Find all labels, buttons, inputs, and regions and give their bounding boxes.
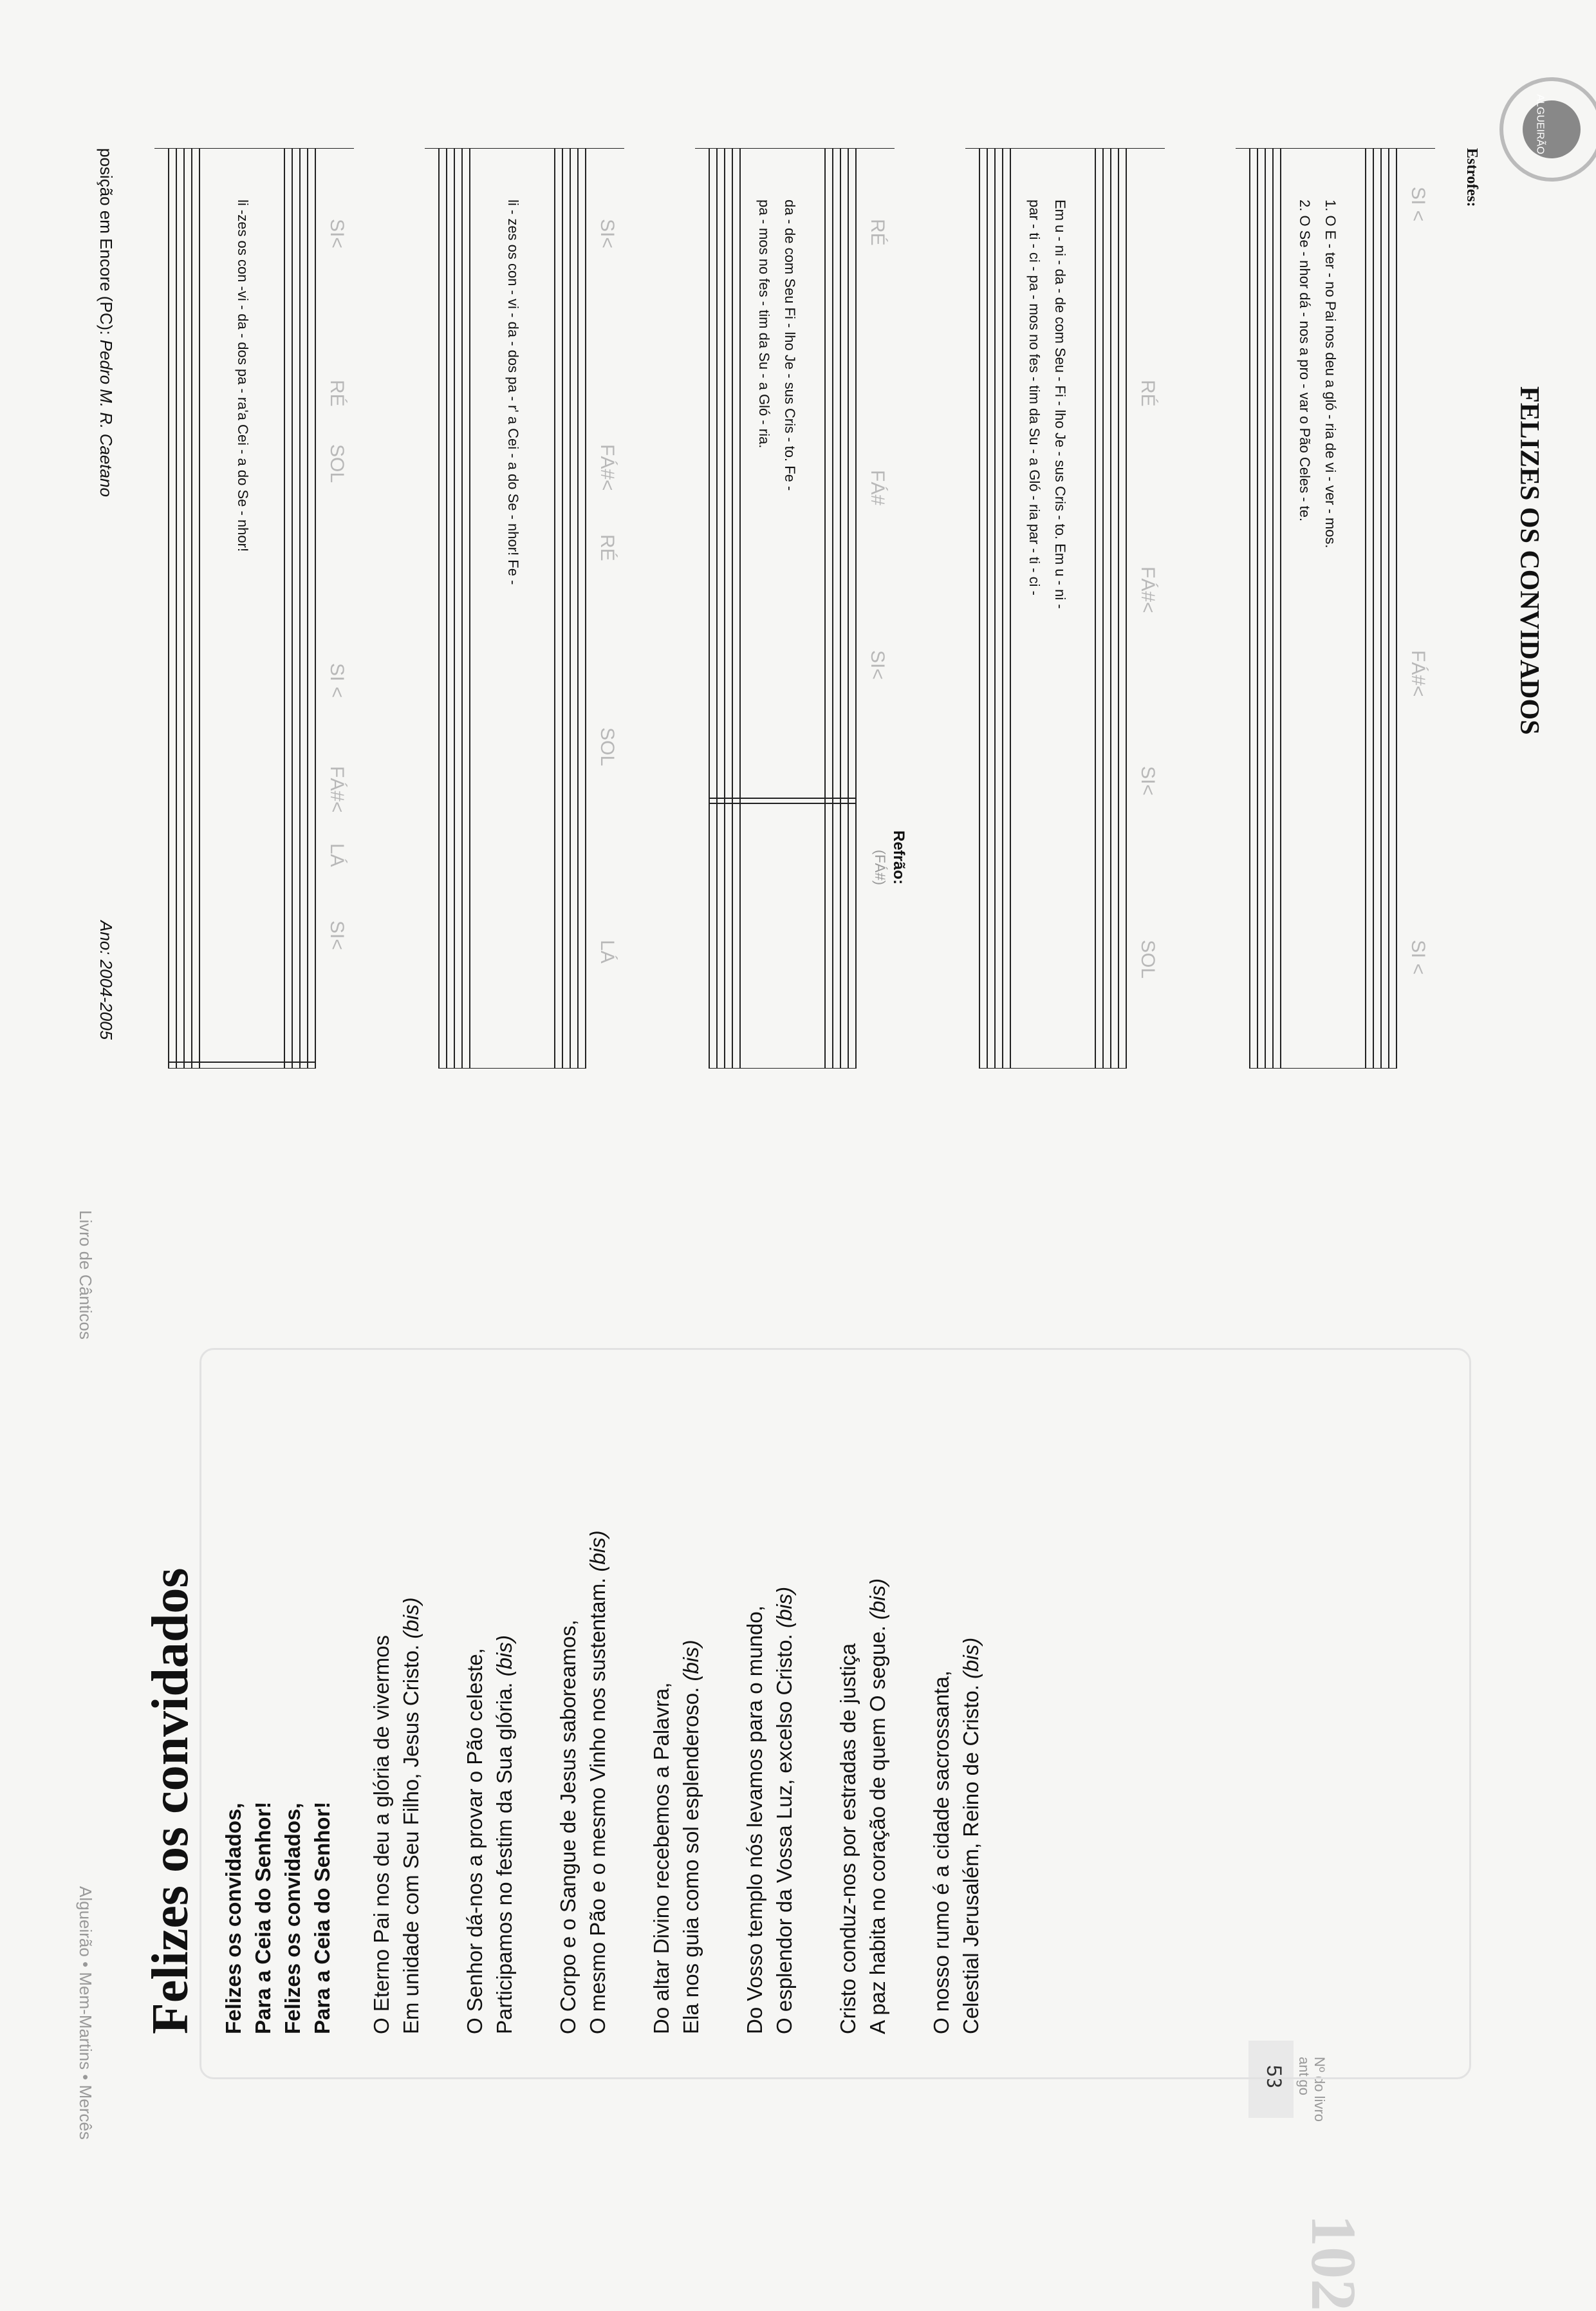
credit-prefix: posição em Encore (PC): [97,148,116,340]
song-number: 102 [1298,2214,1369,2311]
score-system-1 [1229,148,1442,1069]
lyric-line: li - zes os con - vi - da - dos pa - r' a Cei - a do Se - nhor! Fe - [505,200,521,585]
stanza [460,1635,519,2034]
chord: RÉ [326,380,348,407]
chord: SI < [1407,187,1429,222]
stanza [740,1587,799,2034]
chord: SI< [326,219,348,248]
stanza-line: Do Vosso templo nós levamos para o mundo, [743,1605,766,2034]
credit-author: Pedro M. R. Caetano [97,339,116,497]
chord: FÁ# [867,470,888,506]
chord: SI< [326,921,348,950]
chord: FÁ#< [326,766,348,813]
chord: LÁ [597,940,618,964]
stanza [927,1638,986,2034]
refrain-line: Felizes os convidados, [281,1802,304,2034]
lyric-line: pa - mos no fes - tim da Su - a Gló - ria. [756,200,772,449]
stanza-line: Cristo conduz-nos por estradas de justiça [836,1643,860,2034]
bis-marker: (bis) [492,1635,516,1677]
lyric-line: par - ti - ci - pa - mos no fes - tim da Su - a Gló - ria par - ti - ci - [1026,200,1043,595]
stanza-line: Em unidade com Seu Filho, Jesus Cristo. (bis) [399,1597,423,2034]
refrao-label: Refrão: [890,830,907,885]
bis-marker: (bis) [959,1637,983,1679]
estrofes-label: Estrofes: [1463,148,1480,207]
stanza-line: O nosso rumo é a cidade sacrossanta, [929,1670,953,2034]
chord: FÁ#< [597,444,618,491]
chord: LÁ [326,843,348,867]
footer-book-title: Livro de Cânticos [76,1210,95,1340]
chord: SI< [1137,766,1158,796]
old-book-label: Nº do livro antigo [1296,2057,1328,2122]
chord: FÁ#< [1137,566,1158,613]
refrain-line: Felizes os convidados, [221,1802,245,2034]
stanza [367,1597,426,2034]
lyric-line: da - de com Seu Fi - lho Je - sus Cris - to. Fe - [782,200,798,491]
score-title: FELIZES OS CONVIDADOS [1514,386,1544,735]
treble-staff [284,148,315,1069]
stamp-text: ALGUEIRÃO [1534,94,1546,154]
treble-staff [1366,148,1396,1069]
chord: SI< [867,650,888,680]
bis-marker: (bis) [772,1586,796,1628]
bass-staff [979,148,1010,1069]
bass-staff [709,148,740,1069]
chord: RÉ [867,219,888,246]
lyric-line: li -zes os con -vi - da - dos pa - ra'a Cei - a do Se - nhor! [235,200,251,552]
lyric-line: 2. O Se - nhor dá - nos a pro - var o Pão Celes - te. [1297,200,1313,522]
stanza-line: O Corpo e o Sangue de Jesus saboreamos, [556,1620,580,2034]
encore-credit [96,148,116,497]
bis-marker: (bis) [586,1530,609,1572]
bass-staff [439,148,470,1069]
score-year: Ano: 2004-2005 [97,921,116,1040]
chord: SOL [1137,940,1158,979]
stanza-line: O Senhor dá-nos a provar o Pão celeste, [463,1648,487,2034]
score-system-2 [959,148,1171,1069]
treble-staff [555,148,586,1069]
stanza-line: O mesmo Pão e o mesmo Vinho nos sustentam. (bis) [586,1530,609,2034]
stanza [833,1578,893,2034]
chord: RÉ [1137,380,1158,407]
hymn-text-box [142,1352,1467,2079]
old-book-number: 53 [1263,2065,1286,2088]
stanza-line: O Eterno Pai nos deu a glória de vivermos [369,1635,393,2034]
stanza [647,1640,706,2034]
stanza-line: A paz habita no coração de quem O segue. (bis) [866,1578,889,2034]
footer-parishes: Algueirão • Mem-Martins • Mercês [76,1886,95,2140]
chord: SI< [597,219,618,248]
stanza-line: Ela nos guia como sol esplenderoso. (bis) [679,1640,703,2034]
refrao-chord: (FÁ#) [872,850,888,885]
bis-marker: (bis) [866,1578,889,1620]
stanza-line: Participamos no festim da Sua glória. (bis) [492,1635,516,2034]
chord: FÁ#< [1407,650,1429,697]
staff-lines [418,148,631,1069]
score-system-4 [418,148,631,1069]
bass-staff [169,148,200,1069]
stanza-line: Celestial Jerusalém, Reino de Cristo. (bis) [959,1637,983,2034]
stanza-line: O esplendor da Vossa Luz, excelso Cristo. (bis) [772,1586,796,2034]
score-system-3 [689,148,907,1069]
chord: SI < [1407,940,1429,975]
bis-marker: (bis) [399,1597,423,1639]
lyric-line: Em u - ni - da - de com Seu - Fi - lho Je - sus Cris - to. Em u - ni - [1052,200,1068,609]
bass-staff [1250,148,1281,1069]
chord: SOL [326,444,348,483]
refrain-line: Para a Ceia do Senhor! [251,1801,275,2034]
chord: SI < [326,663,348,698]
treble-staff [1095,148,1126,1069]
score-system-5 [148,148,360,1069]
treble-staff [825,148,856,1069]
chord: SOL [597,727,618,767]
bis-marker: (bis) [679,1640,703,1681]
stanza-line: Do altar Divino recebemos a Palavra, [649,1682,673,2034]
hymn-refrain [219,1802,337,2034]
hymn-title: Felizes os convidados [142,1567,199,2034]
stanza [553,1530,613,2034]
refrain-line: Para a Ceia do Senhor! [310,1801,334,2034]
lyric-line: 1. O E - ter - no Pai nos deu a gló - ria de vi - ver - mos. [1322,200,1339,548]
chord: RÉ [597,534,618,561]
